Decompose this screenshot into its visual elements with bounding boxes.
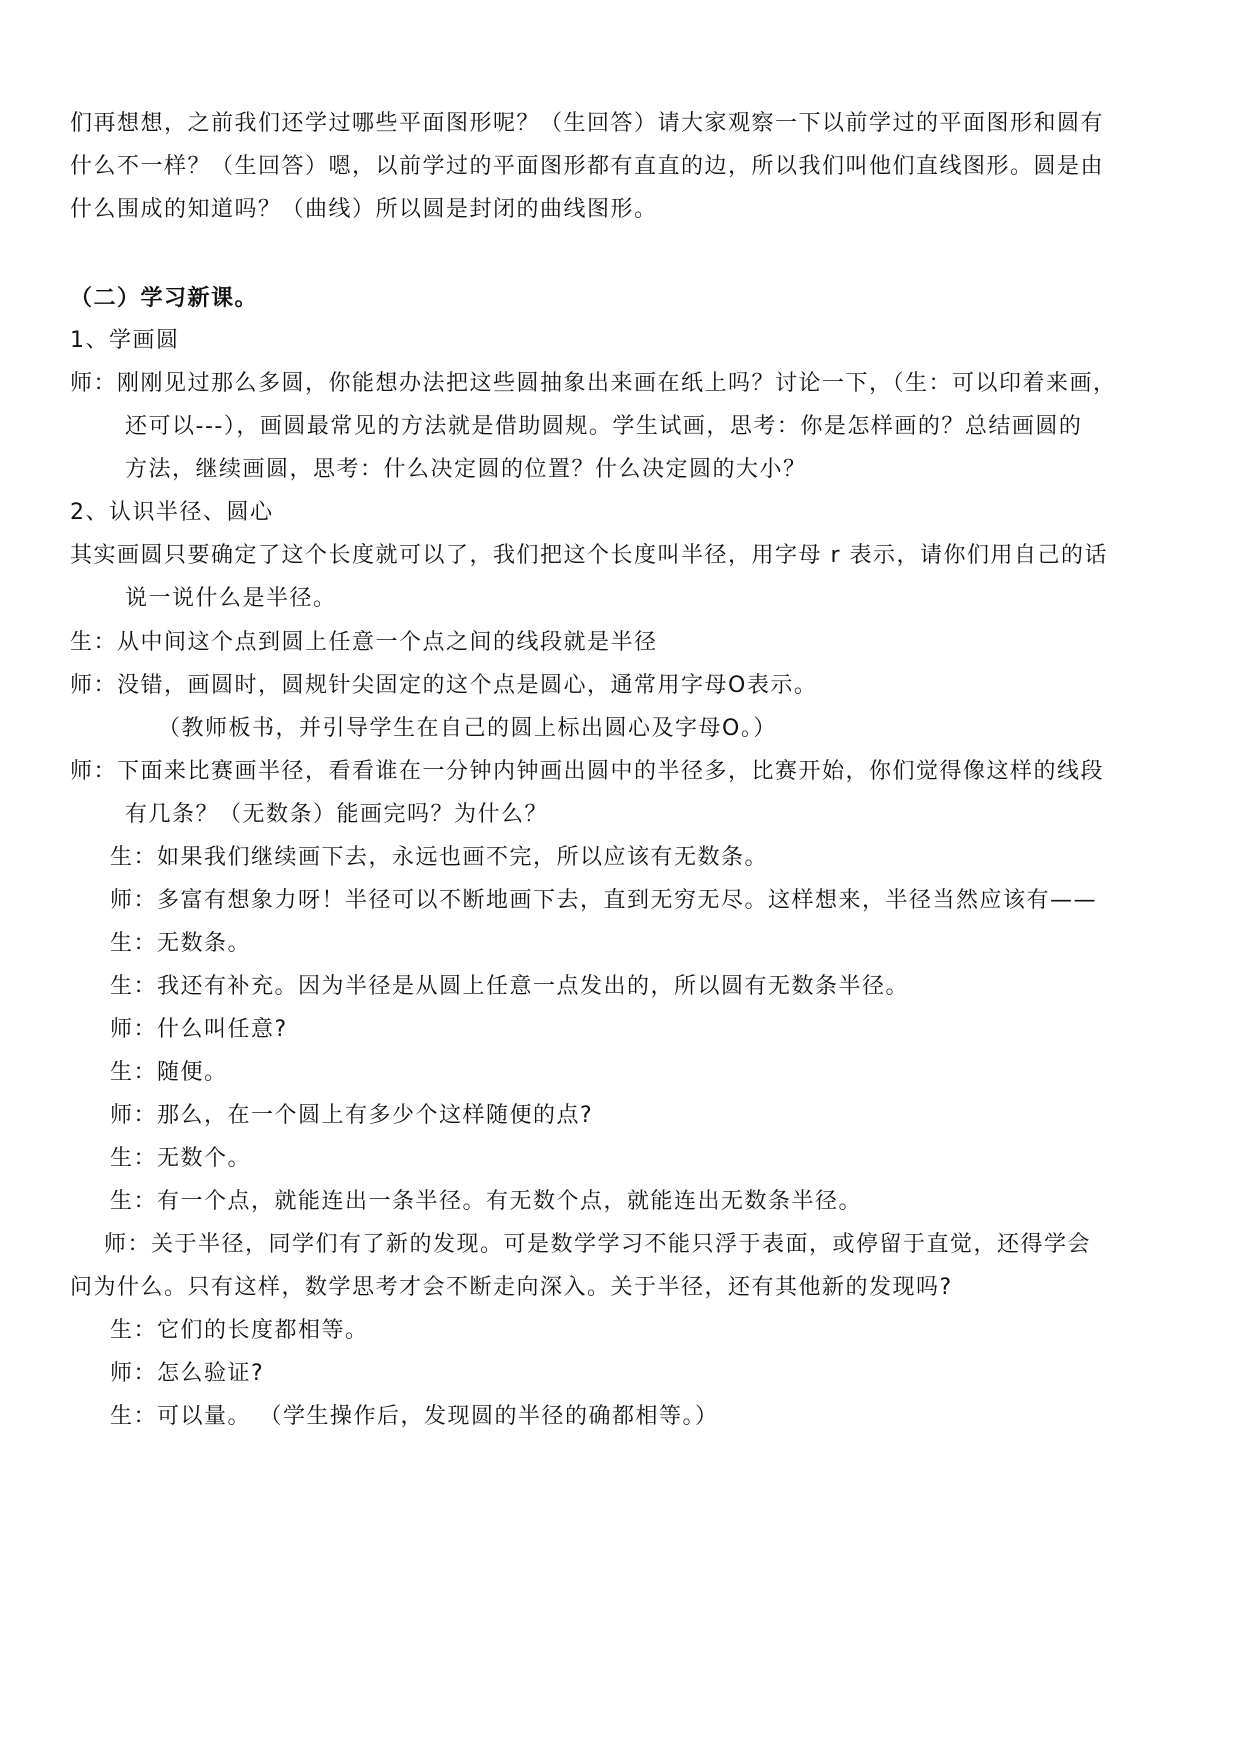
part1-teacher-line-1: 师：刚刚见过那么多圆，你能想办法把这些圆抽象出来画在纸上吗？讨论一下，（生：可以印着来画， (70, 371, 1117, 396)
part2-explain-line-2: 说一说什么是半径。 (125, 586, 337, 611)
part2-title: 2、认识半径、圆心 (70, 500, 274, 525)
dialogue-line-5: 师：什么叫任意? (110, 1017, 288, 1042)
teacher-3-line-1: 师：关于半径，同学们有了新的发现。可是数学学习不能只浮于表面，或停留于直觉，还得学会 (104, 1232, 1092, 1257)
teacher-line-1: 师：没错，画圆时，圆规针尖固定的这个点是圆心，通常用字母O表示。 (70, 673, 818, 698)
part1-title: 1、学画圆 (70, 328, 180, 353)
intro-line-3: 什么围成的知道吗？（曲线）所以圆是封闭的曲线图形。 (70, 197, 658, 222)
dialogue-line-1: 生：如果我们继续画下去，永远也画不完，所以应该有无数条。 (110, 845, 769, 870)
teacher-note: （教师板书，并引导学生在自己的圆上标出圆心及字母O。） (158, 716, 777, 741)
part1-teacher-line-3: 方法，继续画圆，思考：什么决定圆的位置？什么决定圆的大小？ (125, 457, 807, 482)
student-answer-1: 生：从中间这个点到圆上任意一个点之间的线段就是半径 (70, 630, 658, 655)
section-heading: （二）学习新课。 (70, 286, 259, 311)
dialogue-line-2: 师：多富有想象力呀！半径可以不断地画下去，直到无穷无尽。这样想来，半径当然应该有—— (110, 888, 1098, 913)
dialogue-2-line-2: 师：怎么验证? (110, 1361, 265, 1386)
intro-line-2: 什么不一样？（生回答）嗯，以前学过的平面图形都有直直的边，所以我们叫他们直线图形。圆是由 (70, 154, 1105, 179)
part1-teacher-line-2: 还可以---），画圆最常见的方法就是借助圆规。学生试画，思考：你是怎样画的？总结画圆的 (125, 414, 1083, 439)
dialogue-line-8: 生：无数个。 (110, 1146, 252, 1171)
dialogue-2-line-1: 生：它们的长度都相等。 (110, 1318, 369, 1343)
dialogue-line-9: 生：有一个点，就能连出一条半径。有无数个点，就能连出无数条半径。 (110, 1189, 863, 1214)
teacher-2-line-2: 有几条？（无数条）能画完吗？为什么？ (125, 802, 549, 827)
intro-line-1: 们再想想，之前我们还学过哪些平面图形呢？（生回答）请大家观察一下以前学过的平面图形和圆有 (70, 111, 1105, 136)
dialogue-2-line-3: 生：可以量。 （学生操作后，发现圆的半径的确都相等。） (110, 1404, 719, 1429)
part2-explain-line-1: 其实画圆只要确定了这个长度就可以了，我们把这个长度叫半径，用字母 r 表示，请你们用自己的话 (70, 543, 1109, 568)
teacher-2-line-1: 师：下面来比赛画半径，看看谁在一分钟内钟画出圆中的半径多，比赛开始，你们觉得像这样的线段 (70, 759, 1105, 784)
dialogue-line-7: 师：那么，在一个圆上有多少个这样随便的点? (110, 1103, 594, 1128)
dialogue-line-6: 生：随便。 (110, 1060, 228, 1085)
dialogue-line-4: 生：我还有补充。因为半径是从圆上任意一点发出的，所以圆有无数条半径。 (110, 974, 910, 999)
teacher-3-line-2: 问为什么。只有这样，数学思考才会不断走向深入。关于半径，还有其他新的发现吗? (70, 1275, 953, 1300)
dialogue-line-3: 生：无数条。 (110, 931, 252, 956)
